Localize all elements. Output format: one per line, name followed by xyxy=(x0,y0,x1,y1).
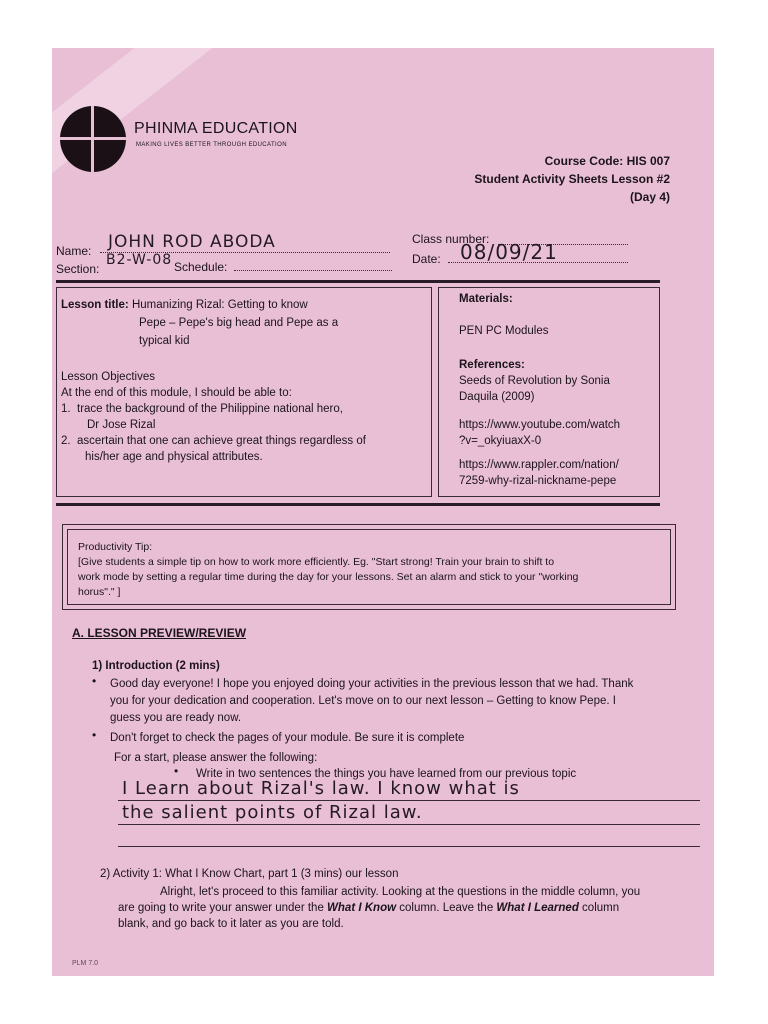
date-line xyxy=(448,262,628,263)
answer-rule-3 xyxy=(118,846,700,847)
answer-prompt: For a start, please answer the following: xyxy=(114,752,318,764)
lesson-box xyxy=(56,280,660,506)
sheet-day: (Day 4) xyxy=(629,190,670,204)
lesson-title-line2: Pepe – Pepe's big head and Pepe as a xyxy=(139,317,339,329)
date-label: Date: xyxy=(412,252,441,266)
objective-2-line1: ascertain that one can achieve great things regardless of xyxy=(77,435,366,447)
sheet-title: Student Activity Sheets Lesson #2 xyxy=(474,172,670,186)
objective-1-line2: Dr Jose Rizal xyxy=(87,419,156,431)
date-value: 08/09/21 xyxy=(460,240,558,264)
phinma-logo-icon xyxy=(60,106,126,172)
materials-item: PEN PC Modules xyxy=(459,325,549,337)
lesson-title-label: Lesson title: xyxy=(61,299,129,311)
section-a-title: A. LESSON PREVIEW/REVIEW xyxy=(72,626,247,640)
sub-bullet-icon: • xyxy=(174,764,179,778)
materials-box xyxy=(438,287,660,497)
section-value: B2-W-08 xyxy=(106,252,173,268)
bullet-1-line2: you for your dedication and cooperation. Let's move on to our next lesson – Getting to know Pepe. I xyxy=(110,695,616,707)
schedule-label: Schedule: xyxy=(174,260,228,274)
objective-2-line2: his/her age and physical attributes. xyxy=(85,451,263,463)
sub-bullet-text: Write in two sentences the things you have learned from our previous topic xyxy=(196,768,577,780)
activity-sheet xyxy=(52,48,714,976)
brand-name: PHINMA EDUCATION xyxy=(134,120,298,137)
answer-line-2: the salient points of Rizal law. xyxy=(122,802,423,823)
objective-2-num: 2. xyxy=(61,435,71,447)
bullet-1-icon: • xyxy=(92,674,97,688)
answer-rule-2 xyxy=(118,824,700,825)
name-label: Name: xyxy=(56,244,92,258)
tip-line3: horus"." ] xyxy=(78,586,121,598)
bullet-1-line1: Good day everyone! I hope you enjoyed doing your activities in the previous lesson that we had. Thank xyxy=(110,678,634,690)
class-number-label: Class number: xyxy=(412,232,490,246)
materials-heading: Materials: xyxy=(459,293,513,305)
footer-code: PLM 7.0 xyxy=(72,960,99,967)
activity-line2: are going to write your answer under the What I Know column. Leave the What I Learned column xyxy=(118,902,620,914)
introduction-heading: 1) Introduction (2 mins) xyxy=(92,660,220,672)
objectives-intro: At the end of this module, I should be able to: xyxy=(61,387,292,399)
lesson-title-line3: typical kid xyxy=(139,335,190,347)
bullet-2-icon: • xyxy=(92,728,97,742)
schedule-line xyxy=(234,270,392,271)
reference-1-line1: Seeds of Revolution by Sonia xyxy=(459,375,610,387)
section-label: Section: xyxy=(56,262,100,276)
activity-line1: Alright, let's proceed to this familiar activity. Looking at the questions in the middle column, you xyxy=(160,886,641,898)
reference-2-line1: https://www.youtube.com/watch xyxy=(459,419,621,431)
reference-3-line2: 7259-why-rizal-nickname-pepe xyxy=(459,475,617,487)
lesson-details xyxy=(56,287,432,497)
objective-1-num: 1. xyxy=(61,403,71,415)
lesson-title-line1: Humanizing Rizal: Getting to know xyxy=(131,299,308,311)
objective-1-line1: trace the background of the Philippine national hero, xyxy=(77,403,343,415)
reference-2-line2: ?v=_okyiuaxX-0 xyxy=(459,435,542,447)
brand-tagline: MAKING LIVES BETTER THROUGH EDUCATION xyxy=(136,142,287,148)
bullet-2-line1: Don't forget to check the pages of your module. Be sure it is complete xyxy=(110,732,465,744)
reference-3-line1: https://www.rappler.com/nation/ xyxy=(459,459,619,471)
tip-line1: [Give students a simple tip on how to work more efficiently. Eg. "Start strong! Train your brain to shift to xyxy=(78,556,555,568)
tip-line2: work mode by setting a regular time during the day for your lessons. Set an alarm and stick to your "working xyxy=(78,571,579,583)
name-value: JOHN ROD ABODA xyxy=(108,232,276,252)
reference-1-line2: Daquila (2009) xyxy=(459,391,535,403)
answer-rule-1 xyxy=(118,800,700,801)
objectives-heading: Lesson Objectives xyxy=(61,371,155,383)
productivity-tip-box xyxy=(62,524,676,610)
references-heading: References: xyxy=(459,359,525,371)
answer-line-1: I Learn about Rizal's law. I know what is xyxy=(122,778,520,799)
course-code: Course Code: HIS 007 xyxy=(544,154,670,168)
bullet-1-line3: guess you are ready now. xyxy=(110,712,242,724)
tip-heading: Productivity Tip: xyxy=(78,541,153,553)
activity-line3: blank, and go back to it later as you are told. xyxy=(118,918,344,930)
activity-heading: 2) Activity 1: What I Know Chart, part 1 (3 mins) our lesson xyxy=(100,868,399,880)
